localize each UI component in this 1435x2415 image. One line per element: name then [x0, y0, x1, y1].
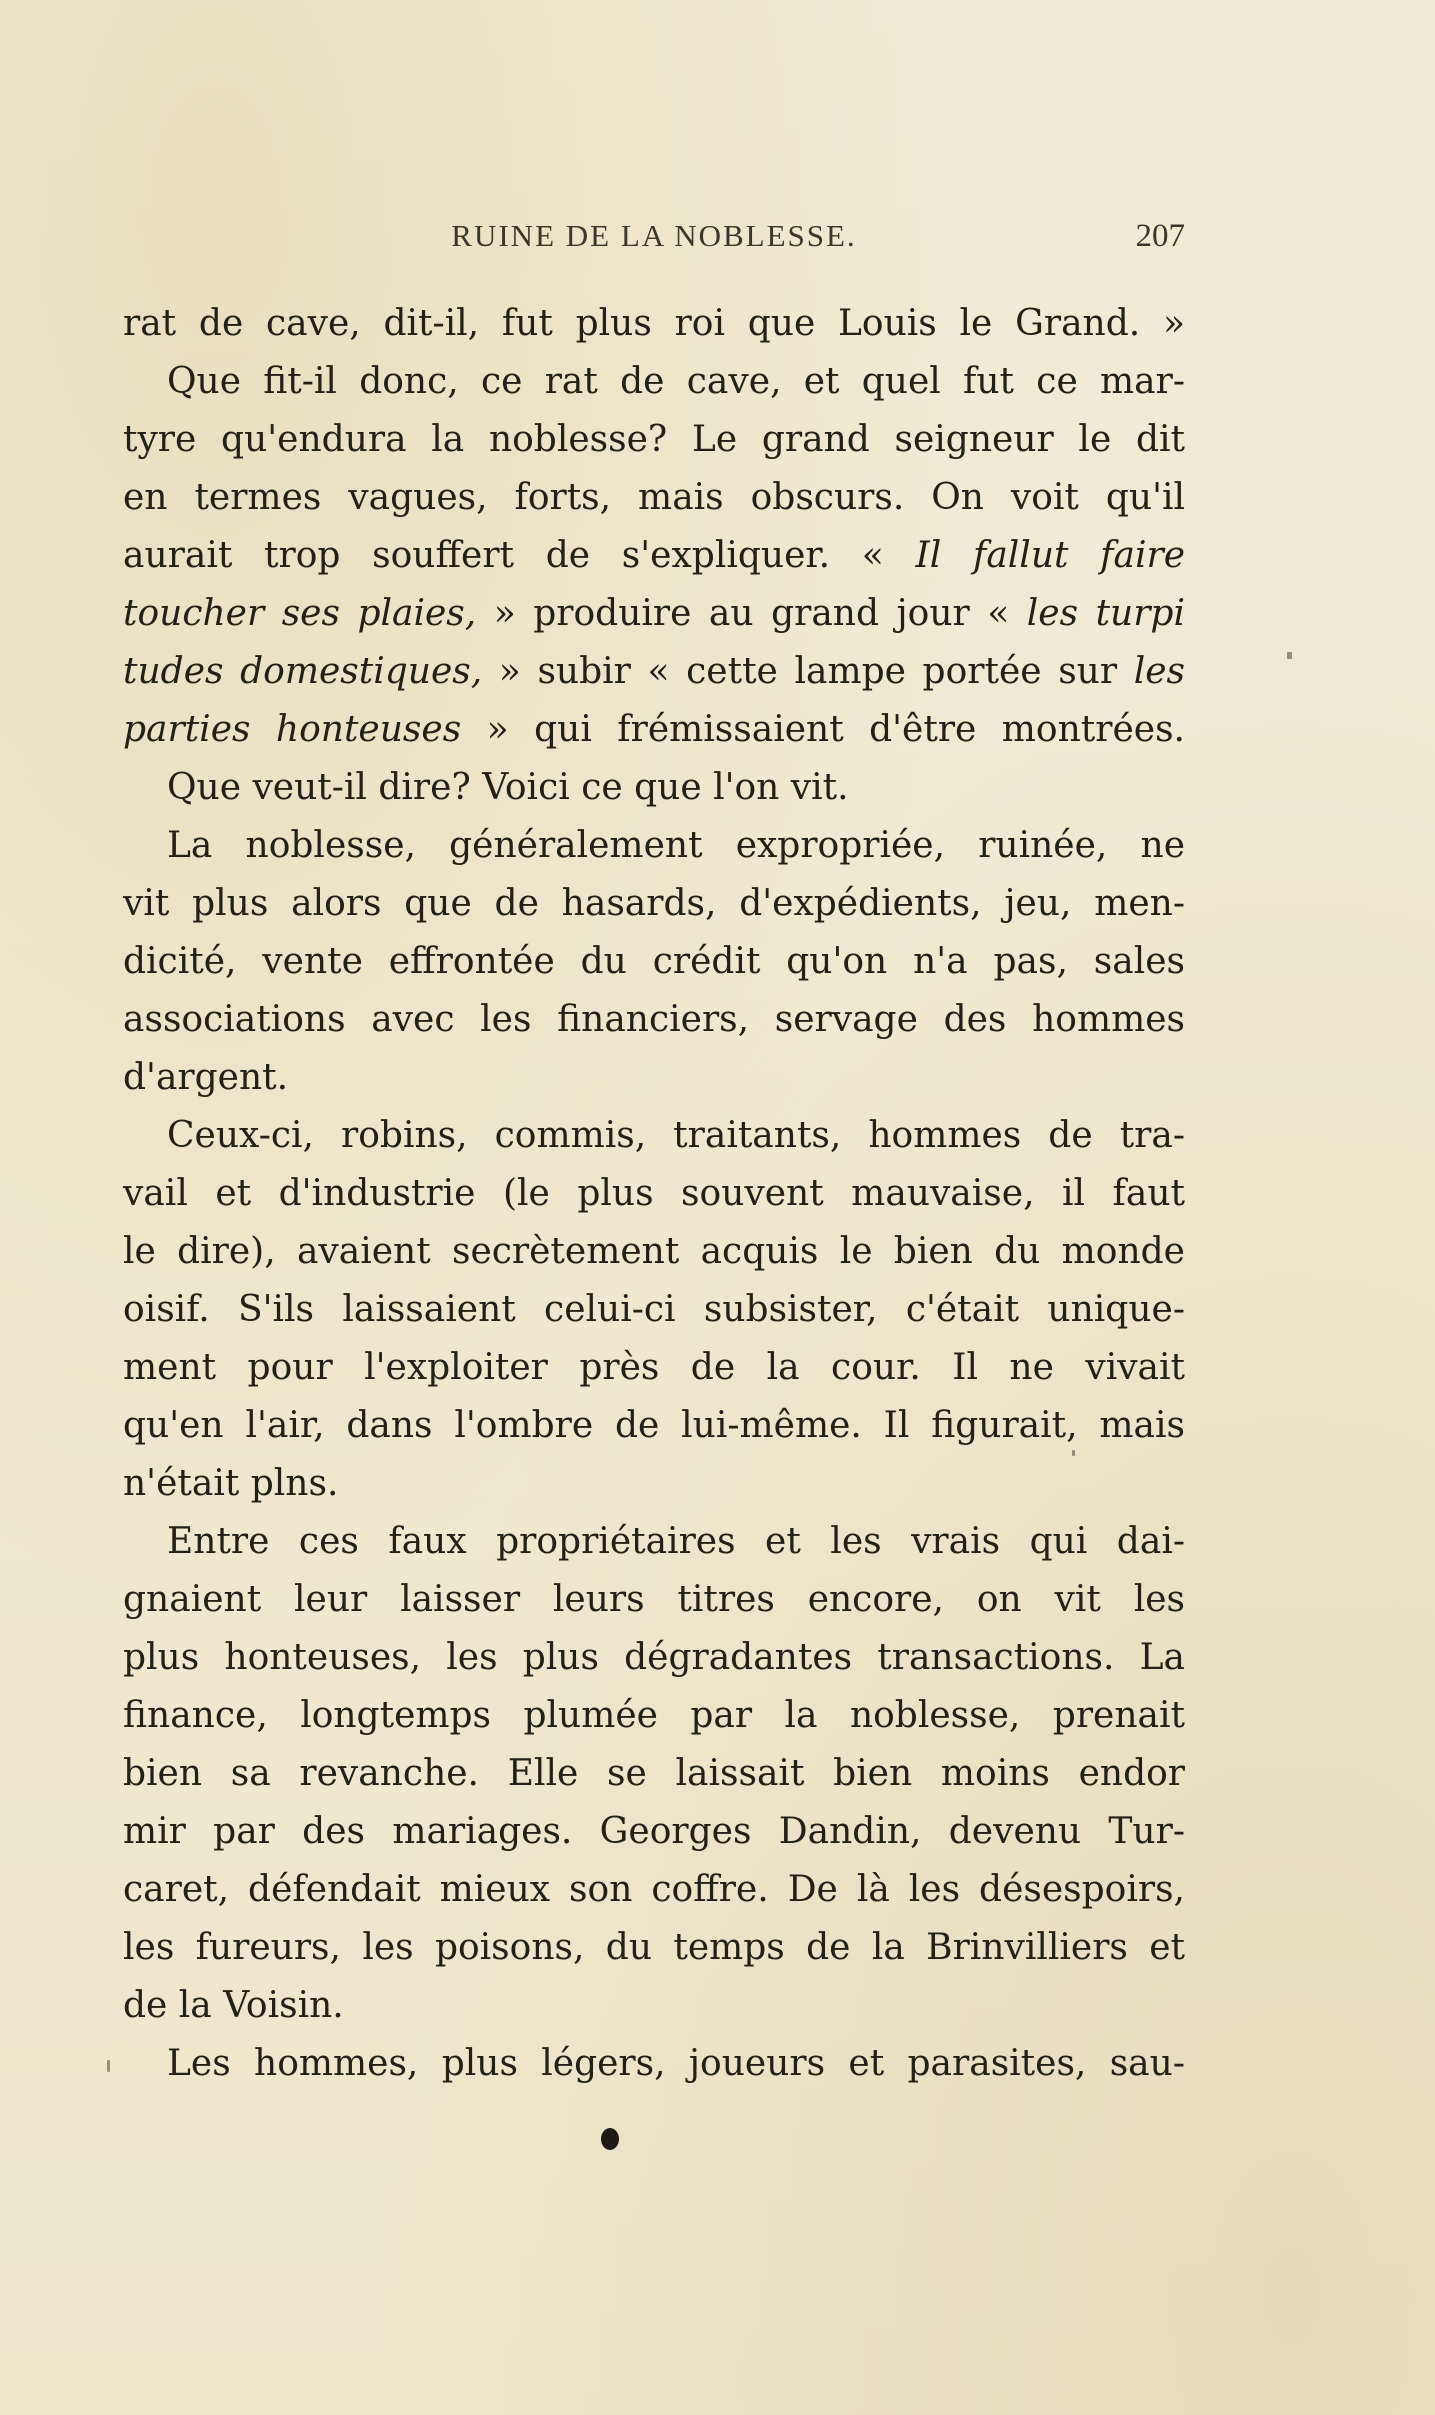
text-line: toucher ses plaies, » produire au grand jour « les turpi: [123, 593, 1185, 634]
text-line: finance, longtemps plumée par la noblesse, prenait: [123, 1695, 1185, 1736]
text-line: vail et d'industrie (le plus souvent mauvaise, il faut: [123, 1173, 1185, 1214]
text-line: Les hommes, plus légers, joueurs et parasites, sau-: [167, 2043, 1185, 2084]
text-line: Entre ces faux propriétaires et les vrais qui dai-: [167, 1521, 1185, 1562]
text-line: gnaient leur laisser leurs titres encore, on vit les: [123, 1579, 1185, 1620]
text-line: le dire), avaient secrètement acquis le bien du monde: [123, 1231, 1185, 1272]
text-line: oisif. S'ils laissaient celui-ci subsister, c'était unique-: [123, 1289, 1185, 1330]
paper-speck: [107, 2060, 110, 2072]
text-line: tudes domestiques, » subir « cette lampe portée sur les: [123, 651, 1185, 692]
text-line: dicité, vente effrontée du crédit qu'on n'a pas, sales: [123, 941, 1185, 982]
text-line: bien sa revanche. Elle se laissait bien moins endor: [123, 1753, 1185, 1794]
paper-speck: [1072, 1450, 1075, 1456]
text-line: plus honteuses, les plus dégradantes transactions. La: [123, 1637, 1185, 1678]
text-line: Que fit-il donc, ce rat de cave, et quel fut ce mar-: [167, 361, 1185, 402]
text-line: qu'en l'air, dans l'ombre de lui-même. Il figurait, mais: [123, 1405, 1185, 1446]
text-line: tyre qu'endura la noblesse? Le grand seigneur le dit: [123, 419, 1185, 460]
text-line: en termes vagues, forts, mais obscurs. On voit qu'il: [123, 477, 1185, 518]
body-text: [123, 295, 1185, 2093]
page-number: 207: [1135, 218, 1185, 254]
running-title: RUINE DE LA NOBLESSE.: [451, 218, 857, 253]
text-line: d'argent.: [123, 1057, 289, 1098]
text-line: Que veut-il dire? Voici ce que l'on vit.: [167, 767, 849, 808]
text-line: Ceux-ci, robins, commis, traitants, hommes de tra-: [167, 1115, 1185, 1156]
paper-speck: [1287, 652, 1292, 659]
italic-quote: tudes domestiques,: [123, 651, 483, 692]
text-line: mir par des mariages. Georges Dandin, devenu Tur-: [123, 1811, 1185, 1852]
text-line: caret, défendait mieux son coffre. De là les désespoirs,: [123, 1869, 1185, 1910]
text-line: parties honteuses » qui frémissaient d'être montrées.: [123, 709, 1185, 750]
text-line: de la Voisin.: [123, 1985, 344, 2026]
italic-quote: toucher ses plaies,: [123, 593, 477, 634]
ink-dot-mark: [601, 2128, 619, 2150]
text-line: La noblesse, généralement expropriée, ruinée, ne: [167, 825, 1185, 866]
text-line: les fureurs, les poisons, du temps de la Brinvilliers et: [123, 1927, 1185, 1968]
text-line: ment pour l'exploiter près de la cour. Il ne vivait: [123, 1347, 1185, 1388]
italic-quote: parties honteuses: [123, 709, 462, 750]
text-line: vit plus alors que de hasards, d'expédients, jeu, men-: [123, 883, 1185, 924]
running-head: [123, 218, 1185, 268]
italic-quote: les: [1133, 651, 1185, 692]
italic-quote: les turpi: [1026, 593, 1185, 634]
text-line: n'était plns.: [123, 1463, 339, 1504]
text-line: associations avec les financiers, servage des hommes: [123, 999, 1185, 1040]
italic-quote: Il fallut faire: [915, 535, 1185, 576]
text-line: rat de cave, dit-il, fut plus roi que Louis le Grand. »: [123, 303, 1185, 344]
text-line: aurait trop souffert de s'expliquer. « Il fallut faire: [123, 535, 1185, 576]
